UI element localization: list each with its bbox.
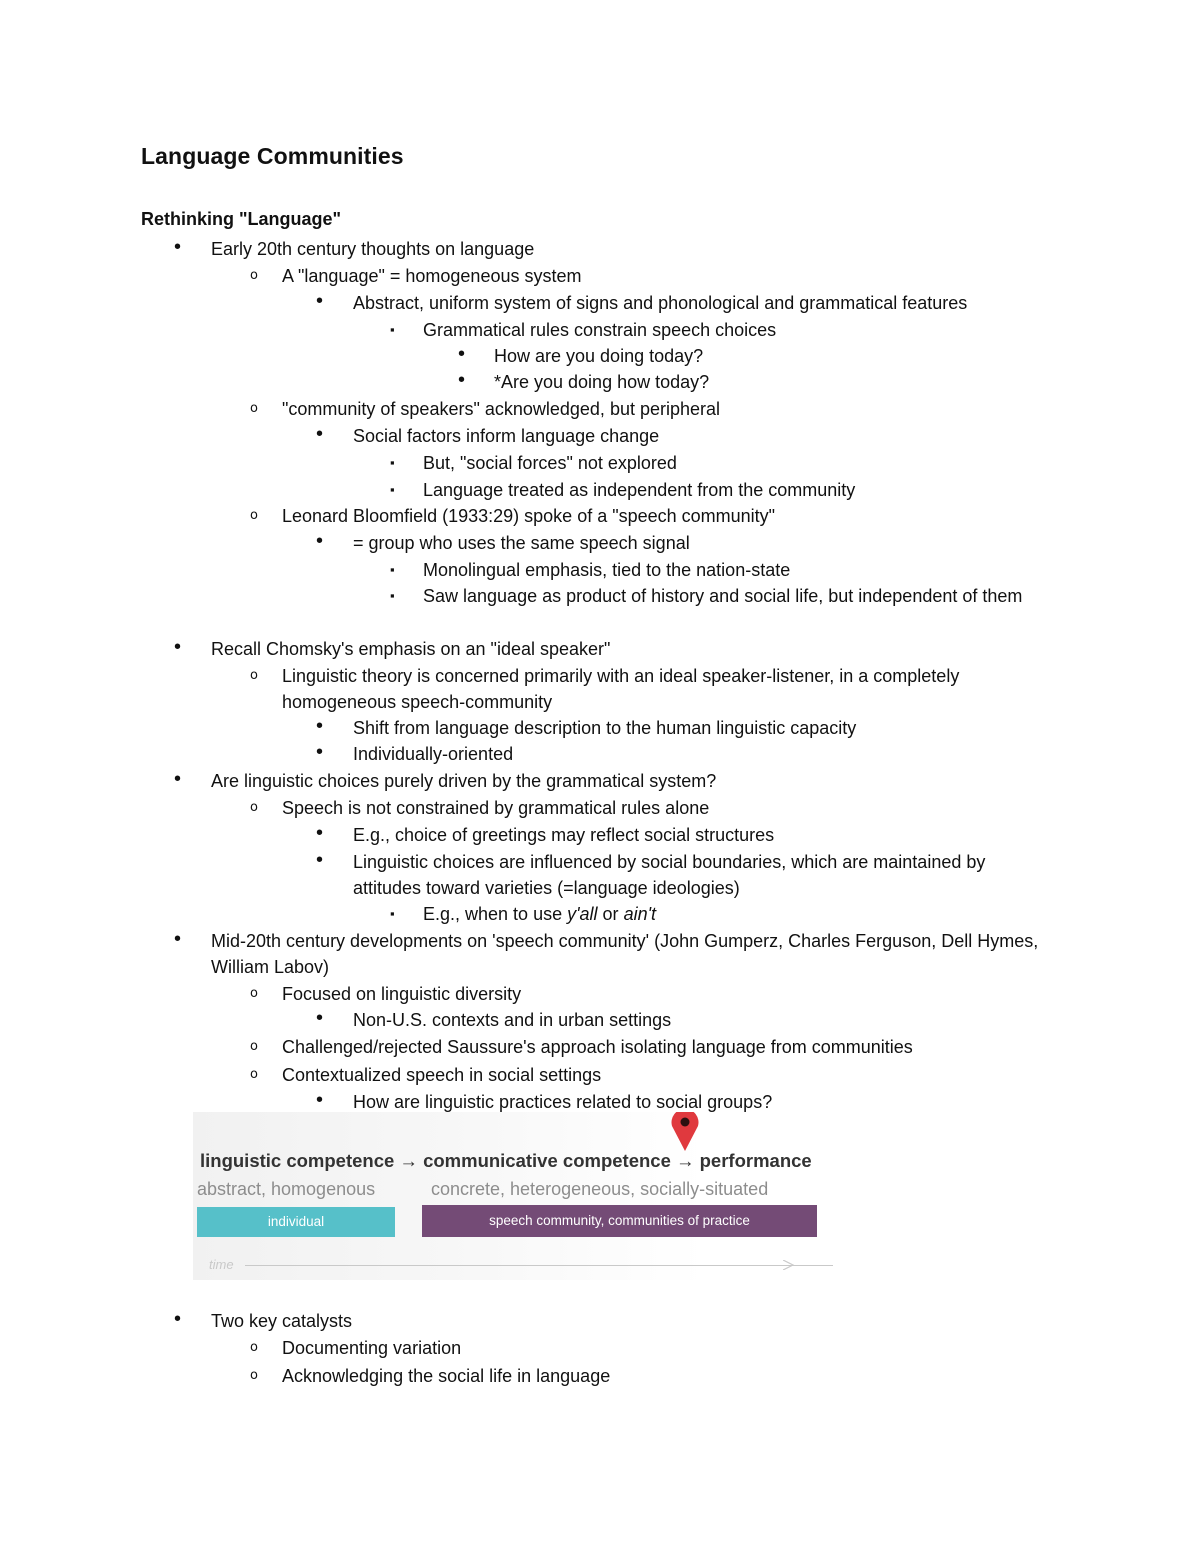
outline-item-level-2: Documenting variation (282, 1338, 462, 1358)
bullet-marker: o (250, 1039, 258, 1054)
page-title: Language Communities (141, 143, 404, 169)
outline-item-level-4: E.g., when to use y'all or ain't (423, 904, 657, 924)
outline-item-level-1: Are linguistic choices purely driven by the grammatical system? (211, 771, 717, 791)
bullet-marker: o (250, 986, 258, 1001)
outline-item-level-3: How are linguistic practices related to social groups? (353, 1092, 773, 1112)
diagram-right-description: concrete, heterogeneous, socially-situated (431, 1179, 769, 1199)
outline-item-level-3: Non-U.S. contexts and in urban settings (353, 1010, 672, 1030)
bullet-marker: ▪ (390, 906, 395, 921)
competence-diagram (193, 1112, 833, 1280)
section-heading: Rethinking "Language" (141, 209, 342, 229)
bullet-marker: • (174, 768, 182, 790)
bullet-marker: • (316, 1007, 324, 1029)
bullet-marker: o (250, 668, 258, 683)
diagram-left-description: abstract, homogenous (197, 1179, 376, 1199)
outline-item-level-2: Acknowledging the social life in language (282, 1366, 611, 1386)
axis-arrow-icon (783, 1260, 795, 1270)
outline-item-level-1: Early 20th century thoughts on language (211, 239, 535, 259)
outline-item-level-4: Saw language as product of history and social life, but independent of them (423, 586, 1023, 606)
outline-item-level-2: Speech is not constrained by grammatical rules alone (282, 798, 710, 818)
speech-community-box: speech community, communities of practice (422, 1205, 817, 1237)
outline-item-level-2: "community of speakers" acknowledged, but peripheral (282, 399, 721, 419)
outline-item-level-5: How are you doing today? (494, 346, 704, 366)
outline-item-level-3: Social factors inform language change (353, 426, 660, 446)
outline-item-level-3: = group who uses the same speech signal (353, 533, 690, 553)
outline-item-level-4: Language treated as independent from the community (423, 480, 856, 500)
bullet-marker: • (458, 369, 466, 391)
outline-item-level-1: Two key catalysts (211, 1311, 353, 1331)
bullet-marker: o (250, 268, 258, 283)
outline-item-level-3: Linguistic choices are influenced by social boundaries, which are maintained by attitudes toward varieties (=language ideologies) (353, 852, 986, 898)
bullet-marker: • (316, 822, 324, 844)
time-axis-label: time (209, 1257, 234, 1272)
bullet-marker: • (174, 1308, 182, 1330)
bullet-marker: o (250, 508, 258, 523)
bullet-marker: o (250, 1067, 258, 1082)
map-pin-icon (668, 1112, 702, 1152)
bullet-marker: ▪ (390, 322, 395, 337)
outline-item-level-3: Abstract, uniform system of signs and phonological and grammatical features (353, 293, 968, 313)
bullet-marker: o (250, 401, 258, 416)
bullet-marker: • (316, 741, 324, 763)
outline-item-level-4: Grammatical rules constrain speech choices (423, 320, 777, 340)
bullet-marker: • (174, 236, 182, 258)
outline-item-level-2: Challenged/rejected Saussure's approach isolating language from communities (282, 1037, 913, 1057)
bullet-marker: • (174, 928, 182, 950)
bullet-marker: • (174, 636, 182, 658)
bullet-marker: o (250, 1368, 258, 1383)
outline-item-level-3: E.g., choice of greetings may reflect social structures (353, 825, 775, 845)
bullet-marker: o (250, 800, 258, 815)
bullet-marker: ▪ (390, 455, 395, 470)
bullet-marker: • (316, 849, 324, 871)
outline-item-level-3: Shift from language description to the human linguistic capacity (353, 718, 857, 738)
bullet-marker: • (316, 530, 324, 552)
bullet-marker: o (250, 1340, 258, 1355)
outline-item-level-2: Linguistic theory is concerned primarily with an ideal speaker-listener, in a completely homogeneous speech-community (282, 666, 960, 712)
bullet-marker: • (458, 343, 466, 365)
outline-item-level-2: A "language" = homogeneous system (282, 266, 582, 286)
diagram-heading: linguistic competence → communicative competence → performance (200, 1150, 812, 1171)
bullet-marker: • (316, 290, 324, 312)
outline-item-level-1: Mid-20th century developments on 'speech community' (John Gumperz, Charles Ferguson, Dell Hymes, William Labov) (211, 931, 1039, 977)
bullet-marker: • (316, 1089, 324, 1111)
bullet-marker: ▪ (390, 482, 395, 497)
outline-item-level-4: But, "social forces" not explored (423, 453, 677, 473)
outline-item-level-2: Focused on linguistic diversity (282, 984, 522, 1004)
time-axis (245, 1265, 833, 1266)
individual-box: individual (197, 1207, 395, 1237)
outline-item-level-3: Individually-oriented (353, 744, 514, 764)
bullet-marker: • (316, 423, 324, 445)
bullet-marker: ▪ (390, 562, 395, 577)
outline-item-level-1: Recall Chomsky's emphasis on an "ideal speaker" (211, 639, 611, 659)
outline-item-level-4: Monolingual emphasis, tied to the nation-state (423, 560, 791, 580)
outline-item-level-2: Leonard Bloomfield (1933:29) spoke of a "speech community" (282, 506, 776, 526)
bullet-marker: ▪ (390, 588, 395, 603)
outline-item-level-2: Contextualized speech in social settings (282, 1065, 602, 1085)
bullet-marker: • (316, 715, 324, 737)
outline-item-level-5: *Are you doing how today? (494, 372, 710, 392)
